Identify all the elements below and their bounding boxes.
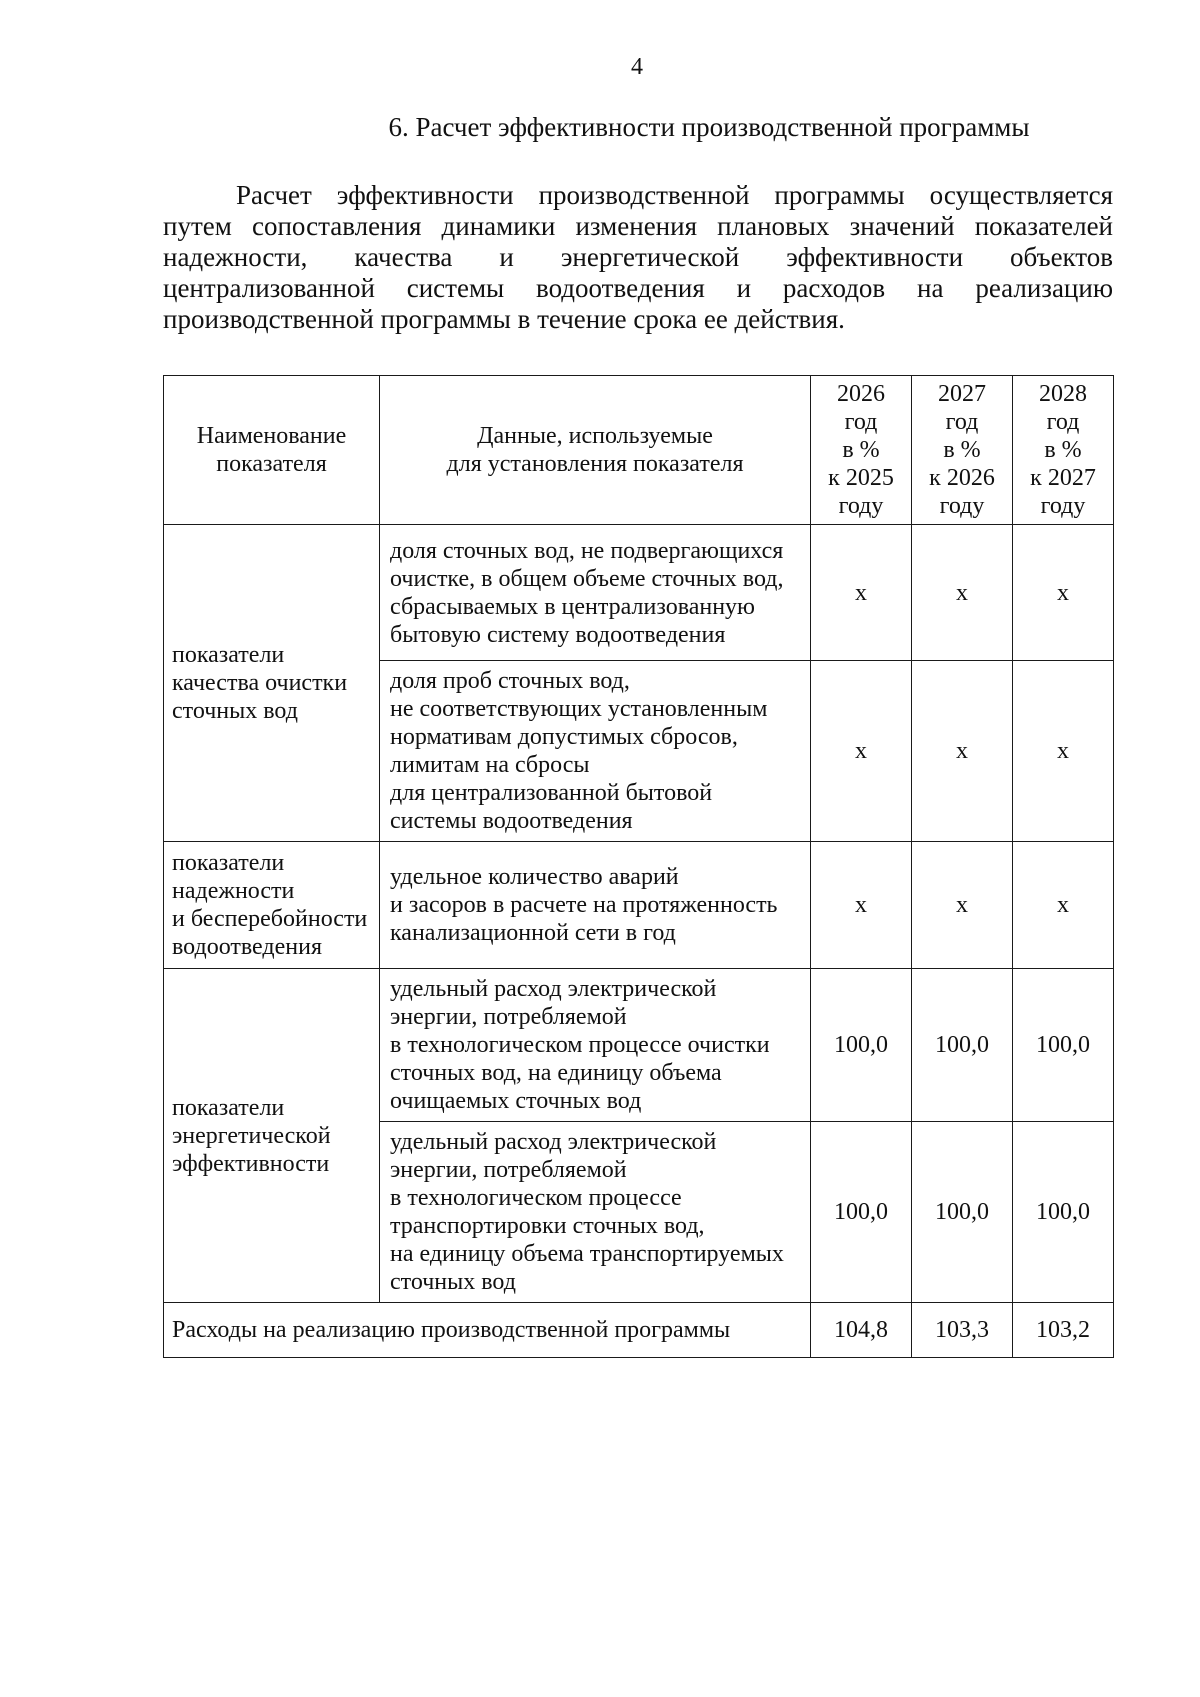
value-cell: х [811, 842, 912, 969]
value-cell: 100,0 [811, 1122, 912, 1303]
value-cell: х [912, 525, 1013, 661]
header-data-used: Данные, используемые для установления показателя [380, 376, 811, 525]
header-year-2028: 2028 год в % к 2027 году [1013, 376, 1114, 525]
value-cell: 100,0 [1013, 969, 1114, 1122]
table-header-row [164, 376, 1114, 525]
total-value-cell: 103,2 [1013, 1303, 1114, 1358]
header-year-2026: 2026 год в % к 2025 году [811, 376, 912, 525]
row-data-cell: удельное количество аварий и засоров в расчете на протяженность канализационной сети в год [380, 842, 811, 969]
section-title: 6. Расчет эффективности производственной программы [388, 112, 1030, 142]
row-data-cell: доля сточных вод, не подвергающихся очистке, в общем объеме сточных вод, сбрасываемых в централизованную бытовую систему водоотведения [380, 525, 811, 661]
group-name-reliability: показатели надежности и бесперебойности водоотведения [164, 842, 380, 969]
page-number: 4 [631, 54, 643, 80]
group-name-treatment-quality: показатели качества очистки сточных вод [164, 525, 380, 842]
group-name-energy-efficiency: показатели энергетической эффективности [164, 969, 380, 1303]
row-data-cell: удельный расход электрической энергии, потребляемой в технологическом процессе транспортировки сточных вод, на единицу объема транспортируемых сточных вод [380, 1122, 811, 1303]
table-row [164, 525, 1114, 661]
total-value-cell: 103,3 [912, 1303, 1013, 1358]
row-data-cell: удельный расход электрической энергии, потребляемой в технологическом процессе очистки сточных вод, на единицу объема очищаемых сточных вод [380, 969, 811, 1122]
row-data-cell: доля проб сточных вод, не соответствующих установленным нормативам допустимых сбросов, лимитам на сбросы для централизованной бытовой системы водоотведения [380, 661, 811, 842]
total-value-cell: 104,8 [811, 1303, 912, 1358]
intro-paragraph: Расчет эффективности производственной программы осуществляется путем сопоставления динамики изменения плановых значений показателей надежности, качества и энергетической эффективности объектов централизованной системы водоотведения и расходов на реализацию производственной программы в течение срока ее действия. [163, 180, 1113, 334]
header-year-2027: 2027 год в % к 2026 году [912, 376, 1013, 525]
value-cell: х [1013, 842, 1114, 969]
value-cell: х [912, 842, 1013, 969]
value-cell: 100,0 [811, 969, 912, 1122]
value-cell: х [1013, 661, 1114, 842]
value-cell: 100,0 [912, 1122, 1013, 1303]
table-row [164, 842, 1114, 969]
value-cell: х [811, 525, 912, 661]
value-cell: х [1013, 525, 1114, 661]
total-label: Расходы на реализацию производственной программы [164, 1303, 811, 1358]
table-row-total [164, 1303, 1114, 1358]
value-cell: 100,0 [1013, 1122, 1114, 1303]
value-cell: 100,0 [912, 969, 1013, 1122]
table-row [164, 969, 1114, 1122]
header-indicator-name: Наименование показателя [164, 376, 380, 525]
indicators-table [163, 375, 1114, 1358]
value-cell: х [811, 661, 912, 842]
value-cell: х [912, 661, 1013, 842]
